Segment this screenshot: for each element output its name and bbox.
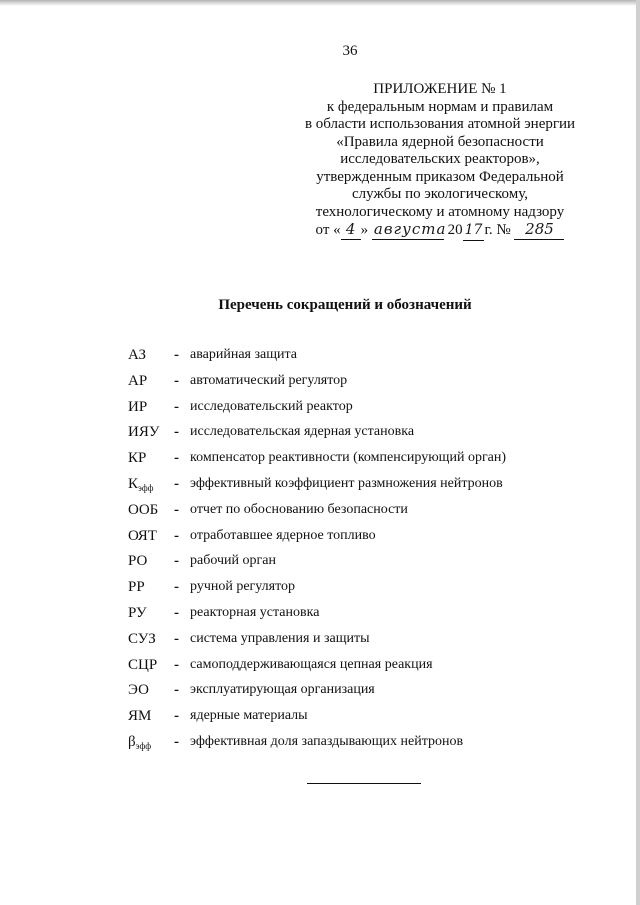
definition: отработавшее ядерное топливо — [190, 527, 376, 543]
abbreviation-row — [128, 423, 598, 449]
dash: - — [174, 708, 179, 725]
abbreviation: ЭО — [128, 682, 149, 699]
abbreviation: АР — [128, 372, 148, 389]
dash: - — [174, 527, 179, 544]
order-year-prefix: 20 — [447, 222, 463, 238]
definition: эксплуатирующая организация — [190, 682, 375, 698]
abbreviation: АЗ — [128, 347, 146, 363]
abbreviation: РО — [128, 553, 148, 570]
appendix-line: «Правила ядерной безопасности — [336, 133, 544, 150]
abbreviation: СЦР — [128, 656, 158, 673]
definition: реакторная установка — [190, 604, 320, 620]
abbreviation: ОЯТ — [128, 527, 157, 544]
handwritten-order-number: 285 — [514, 221, 564, 240]
abbreviation-list — [128, 346, 598, 759]
definition: эффективная доля запаздывающих нейтронов — [190, 733, 464, 749]
dash: - — [174, 475, 179, 492]
handwritten-month: августа — [373, 220, 447, 238]
definition: автоматический регулятор — [190, 372, 348, 388]
order-date-line — [300, 221, 580, 241]
end-rule — [307, 783, 421, 784]
abbreviation-row — [128, 501, 598, 527]
handwritten-year: 17 — [463, 222, 485, 241]
dash: - — [174, 733, 179, 750]
definition: исследовательская ядерная установка — [190, 424, 415, 440]
definition: компенсатор реактивности (компенсирующий орган) — [190, 450, 507, 466]
definition: самоподдерживающаяся цепная реакция — [190, 656, 433, 672]
dash: - — [174, 372, 179, 389]
abbreviation: ИР — [128, 398, 148, 415]
appendix-title: ПРИЛОЖЕНИЕ № 1 — [373, 81, 507, 97]
page-number: 36 — [342, 43, 358, 59]
abbreviation-row — [128, 681, 598, 707]
abbreviation-row — [128, 733, 598, 759]
appendix-line: исследовательских реакторов», — [340, 151, 540, 167]
handwritten-day: 4 — [341, 221, 361, 240]
dash: - — [174, 656, 179, 673]
abbreviation-subscript: эфф — [135, 740, 152, 751]
abbreviation: $\beta_{эфф}$ — [128, 733, 152, 751]
abbreviation: РУ — [128, 604, 147, 621]
dash: - — [174, 347, 179, 363]
abbreviation-row — [128, 372, 598, 398]
abbreviation: КР — [128, 450, 147, 467]
dash: - — [174, 424, 179, 441]
abbreviation-row — [128, 475, 598, 501]
definition: рабочий орган — [190, 553, 276, 569]
abbreviation-row — [128, 552, 598, 578]
abbreviation-row — [128, 449, 598, 475]
definition: аварийная защита — [190, 347, 298, 362]
abbreviation-row — [128, 398, 598, 424]
dash: - — [174, 579, 179, 596]
order-year-tail: г. № — [484, 222, 511, 238]
abbreviation-row — [128, 604, 598, 630]
definition: ручной регулятор — [190, 579, 296, 595]
abbreviation: СУЗ — [128, 630, 156, 647]
scan-edge-right — [636, 0, 640, 905]
abbreviation-subscript: эфф — [138, 482, 154, 493]
scan-edge-top — [0, 0, 640, 6]
abbreviation: ООБ — [128, 501, 159, 518]
order-prefix: от « — [315, 222, 341, 238]
abbreviation-row — [128, 527, 598, 553]
dash: - — [174, 682, 179, 699]
abbreviation: ЯМ — [128, 708, 152, 725]
abbreviation-row — [128, 707, 598, 733]
order-quote-close: » — [360, 222, 369, 238]
appendix-line: утвержденным приказом Федеральной — [316, 168, 564, 185]
appendix-line: к федеральным нормам и правилам — [326, 98, 554, 115]
appendix-line: в области использования атомной энергии — [304, 116, 576, 132]
definition: отчет по обоснованию безопасности — [190, 501, 408, 517]
abbreviation: ИЯУ — [128, 424, 160, 441]
dash: - — [174, 630, 179, 647]
abbreviation-row — [128, 346, 598, 372]
dash: - — [174, 604, 179, 621]
abbreviation: $К_{эфф}$ — [128, 475, 154, 493]
definition: ядерные материалы — [190, 708, 308, 724]
abbreviation-row — [128, 630, 598, 656]
dash: - — [174, 450, 179, 467]
abbreviation-row — [128, 656, 598, 682]
abbreviation: РР — [128, 579, 145, 596]
definition: система управления и защиты — [190, 630, 370, 646]
definition: эффективный коэффициент размножения нейтронов — [190, 475, 503, 491]
list-title: Перечень сокращений и обозначений — [218, 297, 472, 313]
appendix-header — [300, 81, 580, 241]
dash: - — [174, 501, 179, 518]
definition: исследовательский реактор — [190, 398, 353, 414]
appendix-line: технологическому и атомному надзору — [315, 203, 565, 220]
appendix-line: службы по экологическому, — [352, 186, 528, 202]
abbreviation-row — [128, 578, 598, 604]
dash: - — [174, 553, 179, 570]
dash: - — [174, 398, 179, 415]
